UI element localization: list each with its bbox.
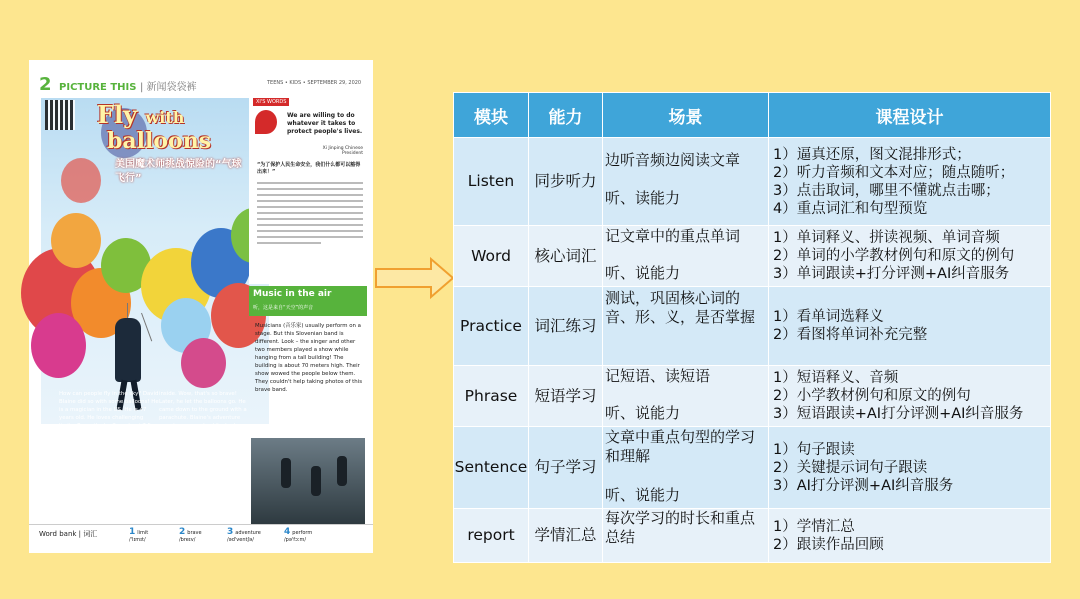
header-module: 模块 xyxy=(454,93,529,138)
cell-design: 1）看单词选释义 2）看图将单词补充完整 xyxy=(769,287,1051,366)
cell-module: Word xyxy=(454,226,529,287)
quote-english: We are willing to do whatever it takes to protect people's lives. xyxy=(287,112,363,135)
balloon-photo xyxy=(41,98,269,453)
cell-scene: 记文章中的重点单词 听、说能力 xyxy=(603,226,769,287)
xis-words-box xyxy=(249,94,367,284)
header-scene: 场景 xyxy=(603,93,769,138)
magician-figure xyxy=(115,318,141,382)
section-name-cn: 新闻袋袋裤 xyxy=(146,82,197,93)
table-header-row xyxy=(454,93,1051,138)
header-ability: 能力 xyxy=(529,93,603,138)
word-bank-item: 2 brave /breɪv/ xyxy=(179,527,202,543)
cell-scene: 每次学习的时长和重点总结 xyxy=(603,509,769,563)
quote-icon xyxy=(255,110,277,134)
table-row xyxy=(454,366,1051,427)
cell-ability: 句子学习 xyxy=(529,427,603,509)
header-course-design: 课程设计 xyxy=(769,93,1051,138)
page-header: 2 PICTURE THIS | 新闻袋袋裤 xyxy=(39,74,197,95)
cell-design: 1）短语释义、音频 2）小学教材例句和原文的例句 3）短语跟读+AI打分评测+AI纠音服务 xyxy=(769,366,1051,427)
cell-module: Phrase xyxy=(454,366,529,427)
section-name: PICTURE THIS xyxy=(59,82,137,93)
newspaper-page xyxy=(29,60,373,553)
cell-design: 1）单词释义、拼读视频、单词音频 2）单词的小学教材例句和原文的例句 3）单词跟读+打分评测+AI纠音服务 xyxy=(769,226,1051,287)
cell-module: report xyxy=(454,509,529,563)
word-bank xyxy=(29,524,373,553)
table-row xyxy=(454,509,1051,563)
page-number: 2 xyxy=(39,74,52,95)
table-row xyxy=(454,138,1051,226)
word-bank-item: 4 perform /pə'fɔːm/ xyxy=(284,527,313,543)
qr-code xyxy=(45,100,75,130)
article-text-lines xyxy=(257,182,363,248)
music-title: Music in the air xyxy=(253,289,332,299)
quote-chinese: “为了保护人民生命安全，我们什么都可以豁得出来！” xyxy=(257,162,361,175)
word-bank-title: Word bank | 词汇 xyxy=(39,530,98,538)
masthead: TEENS • KIDS • SEPTEMBER 29, 2020 xyxy=(267,80,362,86)
words-tag: XI'S WORDS xyxy=(253,98,289,106)
cell-ability: 词汇练习 xyxy=(529,287,603,366)
cell-ability: 短语学习 xyxy=(529,366,603,427)
word-bank-item: 3 adventure /əd'ventʃə/ xyxy=(227,527,261,543)
cell-ability: 同步听力 xyxy=(529,138,603,226)
cell-scene: 边听音频边阅读文章 听、读能力 xyxy=(603,138,769,226)
headline-balloons: balloons xyxy=(107,128,212,154)
article-column-1: How can people fly in the sky? David Blaine did so with some balloons! He is a magician in the US. He is 47 years old. He loves challenging limits. Recently, he flew about 7.5 kilometers high in the sky. Airplanes also fly at this height. 52 balloons with helium xyxy=(59,391,159,453)
table-row xyxy=(454,427,1051,509)
cell-design: 1）学情汇总 2）跟读作品回顾 xyxy=(769,509,1051,563)
music-section-bar xyxy=(249,286,367,316)
word-bank-item: 1 limit /'lɪmɪt/ xyxy=(129,527,149,543)
table-row xyxy=(454,226,1051,287)
quote-author: Xi Jinping Chinese President xyxy=(322,146,363,156)
cell-ability: 学情汇总 xyxy=(529,509,603,563)
headline-cn: 美国魔术师挑战惊险的“气球飞行” xyxy=(115,159,242,184)
band-photo xyxy=(251,438,365,524)
article-column-2: inside. Wow, that's so brave! Later, he let the balloons go. He came down to the ground with a parachute. Blaine's adventure was dangerous. Luckily, he has a safety team with him all the time. Also, a helicopter followed him during the adventure. xyxy=(159,391,249,453)
headline: Fly with xyxy=(97,100,185,129)
cell-module: Listen xyxy=(454,138,529,226)
cell-design: 1）句子跟读 2）关键提示词句子跟读 3）AI打分评测+AI纠音服务 xyxy=(769,427,1051,509)
cell-scene: 记短语、读短语 听、说能力 xyxy=(603,366,769,427)
cell-design: 1）逼真还原，图文混排形式； 2）听力音频和文本对应；随点随听； 3）点击取词，哪里不懂就点击哪； 4）重点词汇和句型预览 xyxy=(769,138,1051,226)
cell-scene: 文章中重点句型的学习和理解 听、说能力 xyxy=(603,427,769,509)
course-table xyxy=(453,92,1050,563)
table-row xyxy=(454,287,1051,366)
cell-module: Sentence xyxy=(454,427,529,509)
music-subtitle: 听，这是来自“天空”的声音 xyxy=(253,305,314,311)
cell-module: Practice xyxy=(454,287,529,366)
cell-scene: 测试，巩固核心词的音、形、义，是否掌握 xyxy=(603,287,769,366)
music-article: Musicians (音乐家) usually perform on a stage. But this Slovenian band is different. Look – the singer and other two members played a show while hanging from a tall building! The building is about 70 meters high. Their show wowed the people below them. They couldn't help taking photos of this brave band. xyxy=(255,323,363,393)
right-arrow-icon xyxy=(375,258,455,298)
cell-ability: 核心词汇 xyxy=(529,226,603,287)
